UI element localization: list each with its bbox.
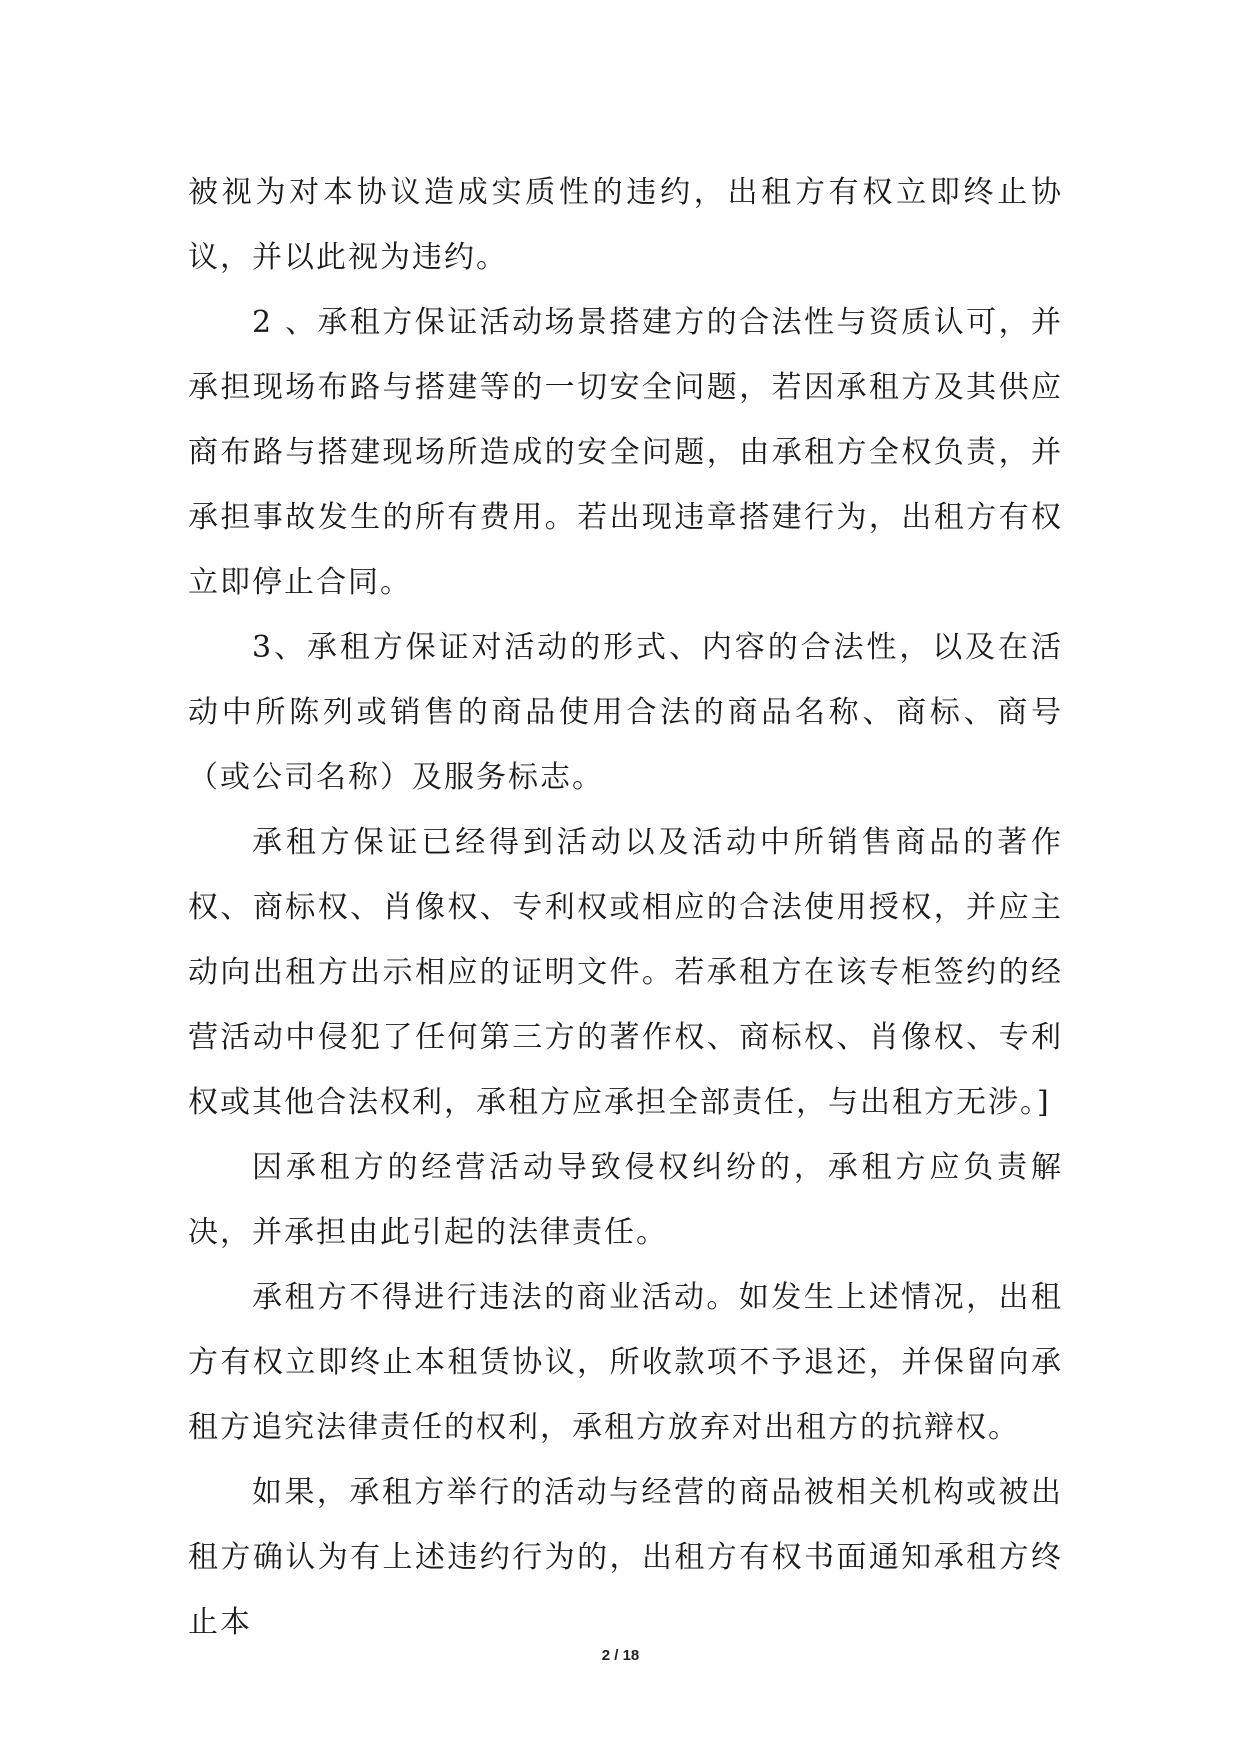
paragraph-7: 如果，承租方举行的活动与经营的商品被相关机构或被出租方确认为有上述违约行为的，出租方有权书面通知承租方终止本 bbox=[188, 1475, 1063, 1640]
paragraph-6: 承租方不得进行违法的商业活动。如发生上述情况，出租方有权立即终止本租赁协议，所收款项不予退还，并保留向承租方追究法律责任的权利，承租方放弃对出租方的抗辩权。 bbox=[188, 1280, 1063, 1445]
paragraph-4: 承租方保证已经得到活动以及活动中所销售商品的著作权、商标权、肖像权、专利权或相应的合法使用授权，并应主动向出租方出示相应的证明文件。若承租方在该专柜签约的经营活动中侵犯了任何第三方的著作权、商标权、肖像权、专利权或其他合法权利，承租方应承担全部责任，与出租方无涉。] bbox=[188, 825, 1063, 1120]
paragraph-3: 3、承租方保证对活动的形式、内容的合法性，以及在活动中所陈列或销售的商品使用合法的商品名称、商标、商号（或公司名称）及服务标志。 bbox=[188, 630, 1063, 795]
paragraph-1: 被视为对本协议造成实质性的违约，出租方有权立即终止协议，并以此视为违约。 bbox=[188, 175, 1063, 275]
paragraph-2: 2 、承租方保证活动场景搭建方的合法性与资质认可，并承担现场布路与搭建等的一切安全问题，若因承租方及其供应商布路与搭建现场所造成的安全问题，由承租方全权负责，并承担事故发生的所有费用。若出现违章搭建行为，出租方有权立即停止合同。 bbox=[188, 305, 1063, 600]
paragraph-5: 因承租方的经营活动导致侵权纠纷的，承租方应负责解决，并承担由此引起的法律责任。 bbox=[188, 1150, 1063, 1250]
page-number: 2 / 18 bbox=[601, 1647, 640, 1664]
document-body bbox=[188, 160, 1063, 1655]
